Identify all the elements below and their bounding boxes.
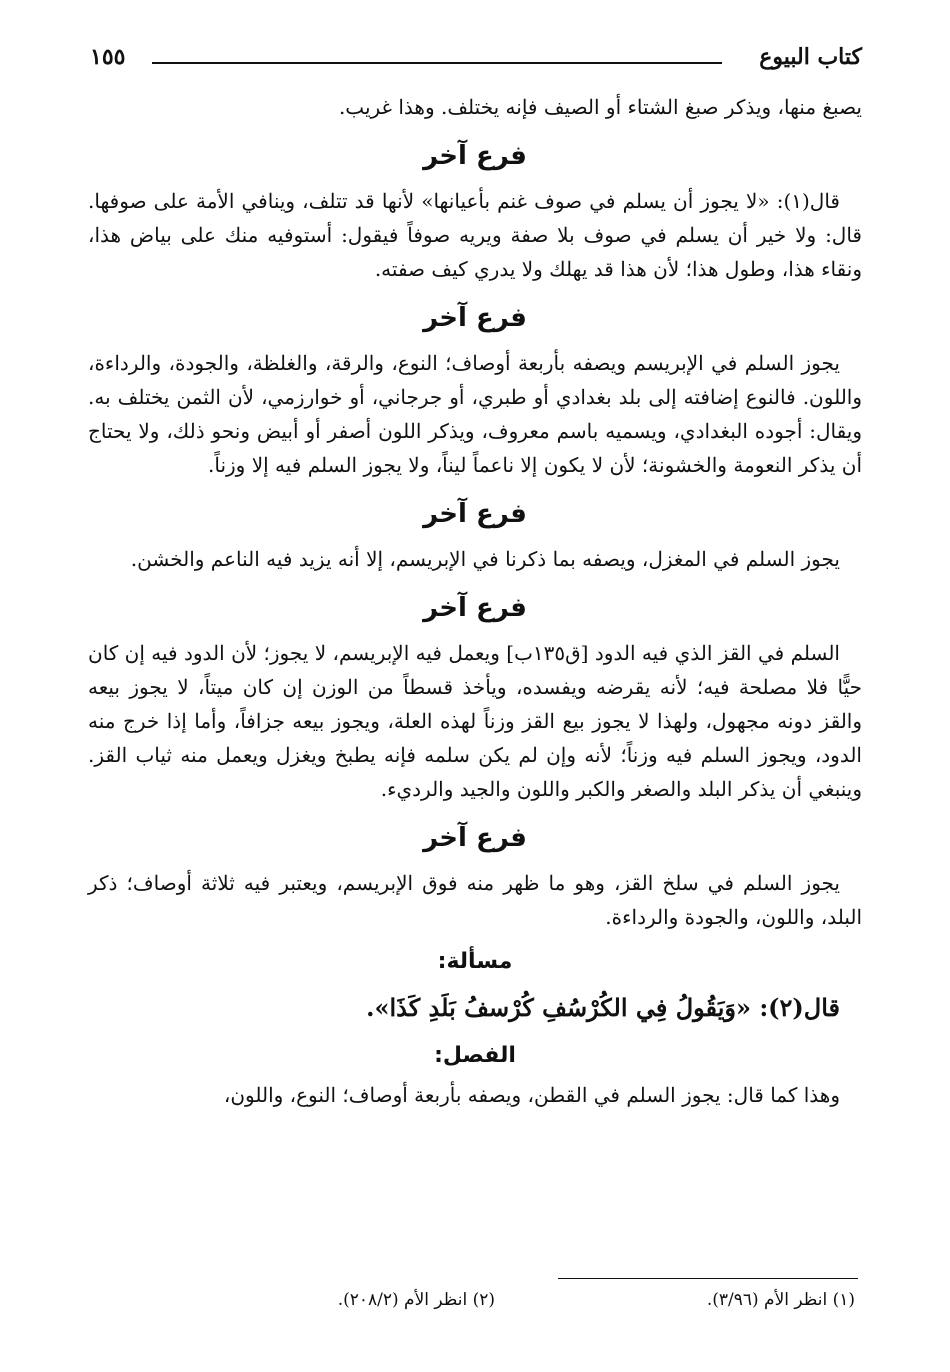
- section-heading: فرع آخر: [423, 593, 527, 623]
- section-heading: فرع آخر: [423, 141, 527, 171]
- header-rule: [152, 62, 722, 64]
- footnote-1: (١) انظر الأم (٣/٩٦).: [706, 1290, 855, 1310]
- chapter-heading: الفصل:: [434, 1043, 516, 1068]
- page-header: [90, 44, 862, 80]
- quoted-text: قال(٢): «وَيَقُولُ فِي الكُرْسُفِ كُرْسفُ بَلَدِ كَذَا».: [366, 993, 840, 1022]
- section-heading: فرع آخر: [423, 303, 527, 333]
- footnotes: [88, 1290, 855, 1320]
- running-title: كتاب البيوع: [759, 44, 862, 70]
- section-heading: فرع آخر: [423, 823, 527, 853]
- paragraph: يجوز السلم في المغزل، ويصفه بما ذكرنا في الإبريسم، إلا أنه يزيد فيه الناعم والخشن.: [130, 547, 840, 571]
- paragraph: يجوز السلم في الإبريسم ويصفه بأربعة أوصاف؛ النوع، والرقة، والغلظة، والجودة، والرداءة، واللون. فالنوع إضافته إلى بلد بغدادي أو طبري، أو جرجاني، أو خوارزمي، لأن الثمن يختلف به. ويقال: أجوده البغدادي، ويسميه باسم معروف، ويذكر اللون أصفر أو أبيض ونحو ذلك، ولا يحتاج أن يذكر النعومة والخشونة؛ لأن لا يكون إلا ناعماً ليناً، ولا يجوز السلم فيه إلا وزناً.: [88, 351, 862, 477]
- paragraph: السلم في القز الذي فيه الدود [ق١٣٥ب] ويعمل فيه الإبريسم، لا يجوز؛ لأن الدود فيه إن كان حيًّا فلا مصلحة فيه؛ لأنه يقرضه ويفسده، ويأخذ قسطاً من الوزن إن كان ميتاً، لا يجوز بيعه والقز دونه مجهول، ولهذا لا يجوز بيع القز وزناً لهذه العلة، ويجوز بيعه جزافاً، وأما إذا خرج منه الدود، ويجوز السلم فيه وزناً؛ لأنه وإن لم يكن سلمه فإنه يطبخ ويغزل ويعمل منه ثياب القز. وينبغي أن يذكر البلد والصغر والكبر واللون والجيد والرديء.: [88, 641, 862, 801]
- page-number: ١٥٥: [90, 44, 126, 70]
- paragraph: وهذا كما قال: يجوز السلم في القطن، ويصفه بأربعة أوصاف؛ النوع، واللون،: [223, 1083, 840, 1107]
- footnote-2: (٢) انظر الأم (٢٠٨/٢).: [337, 1290, 495, 1310]
- paragraph: يجوز السلم في سلخ القز، وهو ما ظهر منه فوق الإبريسم، ويعتبر فيه ثلاثة أوصاف؛ ذكر البلد، واللون، والجودة والرداءة.: [88, 871, 862, 929]
- footnote-rule: [558, 1278, 858, 1279]
- paragraph-continued: يصبغ منها، ويذكر صبغ الشتاء أو الصيف فإنه يختلف. وهذا غريب.: [338, 95, 862, 119]
- page-body: [88, 90, 862, 1112]
- section-heading: فرع آخر: [423, 499, 527, 529]
- issue-heading: مسألة:: [437, 949, 513, 974]
- paragraph: قال(١): «لا يجوز أن يسلم في صوف غنم بأعيانها» لأنها قد تتلف، وينافي الأمة على صوفها. قال: ولا خير أن يسلم في صوف بلا صفة ويريه صوفاً فيقول: أستوفيه منك على بياض هذا، ونقاء هذا، وطول هذا؛ لأن هذا قد يهلك ولا يدري كيف صفته.: [88, 189, 862, 281]
